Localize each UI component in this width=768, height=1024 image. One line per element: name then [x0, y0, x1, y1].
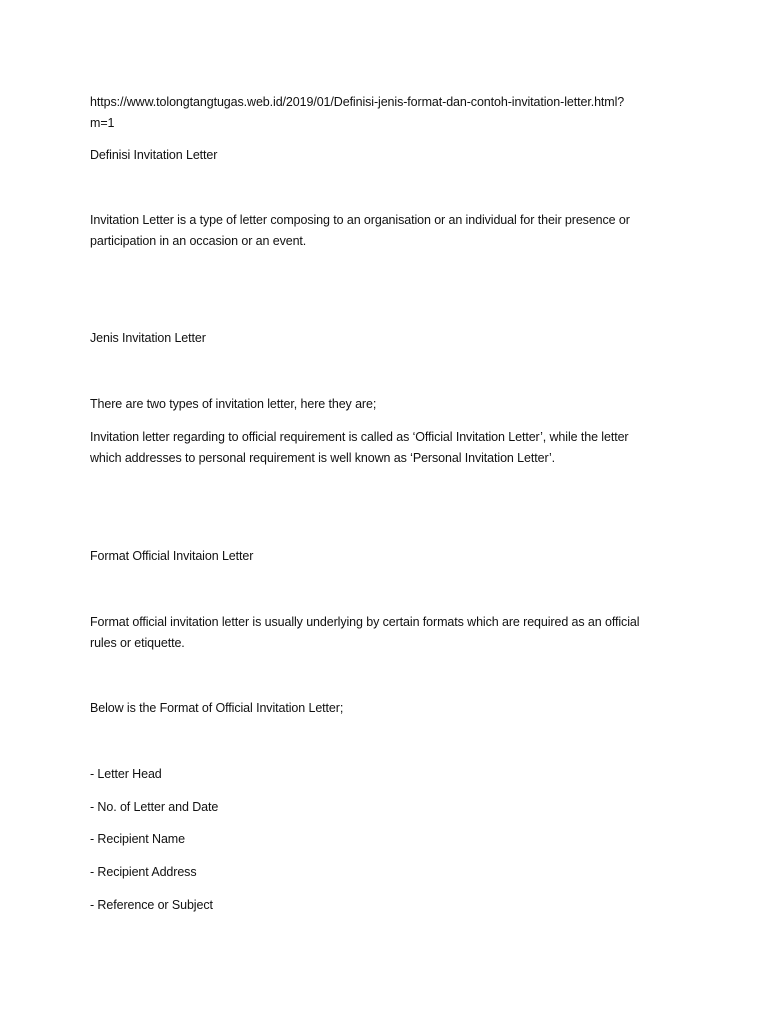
- types-paragraph: [90, 427, 670, 469]
- list-item: - Recipient Address: [90, 865, 197, 879]
- definition-paragraph: [90, 210, 670, 252]
- heading-jenis: Jenis Invitation Letter: [90, 331, 206, 345]
- list-item: - Letter Head: [90, 767, 162, 781]
- below-format-intro: Below is the Format of Official Invitation Letter;: [90, 701, 344, 715]
- format-line-2: rules or etiquette.: [90, 636, 185, 650]
- definition-line-1: Invitation Letter is a type of letter composing to an organisation or an individual for their presence or: [90, 213, 630, 227]
- source-url-line-1: https://www.tolongtangtugas.web.id/2019/01/Definisi-jenis-format-dan-contoh-invitation-letter.html?: [90, 95, 625, 109]
- list-item: - Reference or Subject: [90, 898, 213, 912]
- definition-line-2: participation in an occasion or an event.: [90, 234, 307, 248]
- heading-format: Format Official Invitaion Letter: [90, 549, 254, 563]
- list-item: - Recipient Name: [90, 832, 185, 846]
- format-line-1: Format official invitation letter is usually underlying by certain formats which are required as an official: [90, 615, 640, 629]
- types-line-2: which addresses to personal requirement is well known as ‘Personal Invitation Letter’.: [90, 451, 556, 465]
- source-url: [90, 92, 670, 134]
- source-url-line-2: m=1: [90, 116, 115, 130]
- list-item: - No. of Letter and Date: [90, 800, 219, 814]
- heading-definisi: Definisi Invitation Letter: [90, 148, 218, 162]
- types-line-1: Invitation letter regarding to official requirement is called as ‘Official Invitation Letter’, while the letter: [90, 430, 629, 444]
- types-intro: There are two types of invitation letter, here they are;: [90, 397, 377, 411]
- format-paragraph: [90, 612, 670, 654]
